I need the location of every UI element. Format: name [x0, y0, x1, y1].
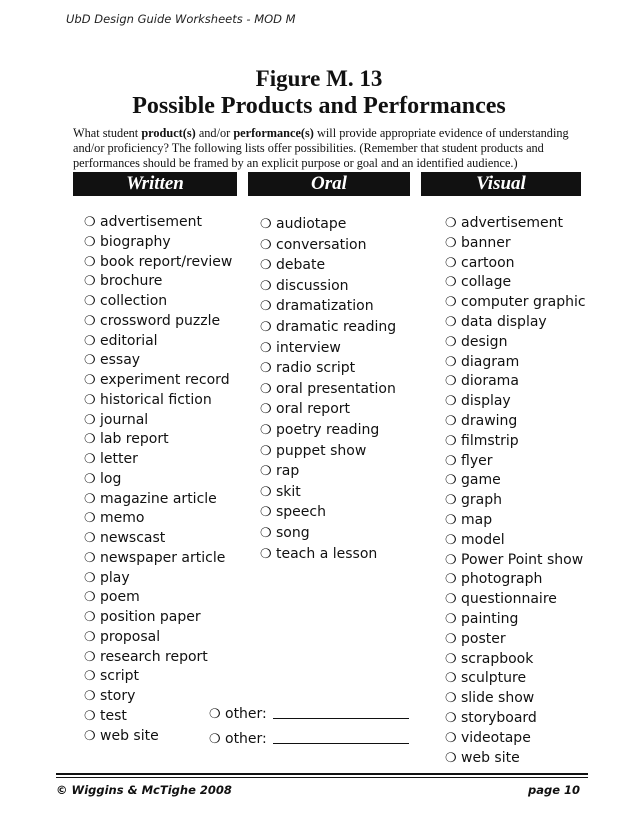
list-item-label: book report/review — [100, 253, 233, 270]
checkbox-circle-icon[interactable]: ❍ — [84, 590, 96, 606]
list-item — [84, 312, 232, 332]
checkbox-circle-icon[interactable]: ❍ — [84, 274, 96, 290]
list-item — [445, 551, 586, 571]
list-item — [445, 471, 586, 491]
list-item — [445, 590, 586, 610]
checkbox-circle-icon[interactable]: ❍ — [84, 313, 96, 329]
checkbox-circle-icon[interactable]: ❍ — [445, 512, 457, 528]
checkbox-circle-icon[interactable]: ❍ — [260, 546, 272, 562]
list-item — [445, 570, 586, 590]
checkbox-circle-icon[interactable]: ❍ — [445, 572, 457, 588]
checkbox-circle-icon[interactable]: ❍ — [84, 610, 96, 625]
list-item-label: audiotape — [276, 216, 347, 232]
other-blank-field[interactable] — [273, 729, 409, 744]
list-item — [445, 729, 586, 749]
list-item-label: discussion — [276, 277, 349, 294]
checkbox-circle-icon[interactable]: ❍ — [84, 373, 96, 388]
list-item-label: oral presentation — [276, 380, 396, 397]
list-item — [445, 254, 586, 274]
checkbox-circle-icon[interactable]: ❍ — [260, 443, 272, 459]
list-item-label: newspaper article — [100, 549, 226, 566]
column-header-written: Written — [73, 172, 237, 196]
list-item — [445, 333, 586, 353]
other-label: other: — [225, 731, 267, 747]
checkbox-circle-icon[interactable]: ❍ — [260, 464, 272, 480]
list-item-label: oral report — [276, 401, 350, 418]
list-item-label: teach a lesson — [276, 545, 378, 562]
checkbox-circle-icon[interactable]: ❍ — [260, 278, 272, 294]
list-item-label: Power Point show — [461, 551, 584, 568]
list-item — [445, 511, 586, 531]
list-item-label: experiment record — [100, 372, 230, 388]
list-item — [260, 523, 396, 544]
list-item — [84, 450, 232, 470]
list-item — [84, 391, 232, 411]
list-item — [260, 255, 396, 276]
checkbox-circle-icon[interactable]: ❍ — [84, 491, 96, 507]
checkbox-circle-icon[interactable]: ❍ — [445, 611, 457, 627]
column-header-oral: Oral — [248, 172, 410, 196]
oral-list — [260, 214, 396, 564]
list-item-label: storyboard — [461, 709, 537, 726]
list-item-label: brochure — [100, 273, 163, 290]
list-item-label: painting — [461, 610, 519, 627]
list-item-label: biography — [100, 233, 171, 250]
list-item-label: log — [100, 470, 122, 487]
checkbox-circle-icon[interactable]: ❍ — [445, 750, 457, 766]
list-item — [260, 296, 396, 317]
checkbox-circle-icon[interactable]: ❍ — [445, 216, 457, 231]
footer-copyright: © Wiggins & McTighe 2008 — [56, 783, 232, 797]
list-item — [84, 411, 232, 431]
checkbox-circle-icon[interactable]: ❍ — [445, 453, 457, 469]
intro-bold-products: product(s) — [141, 126, 196, 140]
checkbox-circle-icon[interactable]: ❍ — [84, 511, 96, 527]
list-item-label: advertisement — [461, 215, 564, 231]
list-item-label: editorial — [100, 332, 158, 349]
checkbox-circle-icon[interactable]: ❍ — [84, 649, 96, 665]
checkbox-circle-icon[interactable]: ❍ — [84, 452, 96, 467]
checkbox-circle-icon[interactable]: ❍ — [260, 484, 272, 500]
list-item-label: essay — [100, 352, 141, 369]
checkbox-circle-icon[interactable]: ❍ — [445, 334, 457, 350]
list-item — [445, 273, 586, 293]
list-item-label: collage — [461, 274, 512, 291]
list-item — [260, 399, 396, 420]
list-item — [445, 432, 586, 452]
list-item — [84, 430, 232, 450]
list-item — [84, 529, 232, 549]
checkbox-circle-icon[interactable]: ❍ — [445, 413, 457, 429]
list-item — [260, 502, 396, 523]
checkbox-circle-icon[interactable]: ❍ — [445, 651, 457, 667]
list-item-label: dramatization — [276, 298, 374, 315]
checkbox-circle-icon[interactable]: ❍ — [445, 433, 457, 449]
list-item-label: song — [276, 524, 310, 541]
list-item-label: sculpture — [461, 670, 527, 687]
list-item-label: design — [461, 333, 508, 350]
list-item — [84, 628, 232, 648]
list-item-label: poem — [100, 589, 140, 606]
list-item — [260, 358, 396, 379]
checkbox-circle-icon[interactable]: ❍ — [445, 275, 457, 291]
list-item-label: game — [461, 472, 501, 489]
list-item — [260, 482, 396, 503]
list-item-label: newscast — [100, 530, 166, 546]
list-item — [84, 253, 232, 273]
footer-rule — [56, 773, 588, 775]
list-item-label: poster — [461, 630, 506, 647]
list-item-label: web site — [461, 749, 520, 766]
list-item-label: drawing — [461, 412, 518, 429]
list-item-label: journal — [100, 411, 149, 428]
checkbox-circle-icon[interactable]: ❍ — [260, 319, 272, 335]
list-item — [445, 650, 586, 670]
list-item-label: model — [461, 531, 505, 548]
list-item-label: story — [100, 688, 136, 704]
list-item-label: interview — [276, 339, 341, 356]
list-item-label: speech — [276, 504, 326, 521]
checkbox-circle-icon[interactable]: ❍ — [445, 552, 457, 568]
list-item — [84, 588, 232, 608]
checkbox-circle-icon[interactable]: ❍ — [445, 473, 457, 489]
checkbox-circle-icon[interactable]: ❍ — [260, 381, 272, 397]
running-head: UbD Design Guide Worksheets - MOD M — [66, 12, 296, 26]
checkbox-circle-icon[interactable]: ❍ — [445, 394, 457, 410]
list-item — [445, 234, 586, 254]
list-item — [445, 293, 586, 313]
list-item — [260, 214, 396, 235]
checkbox-circle-icon[interactable]: ❍ — [260, 525, 272, 541]
checkbox-circle-icon[interactable]: ❍ — [84, 432, 96, 448]
checkbox-circle-icon[interactable]: ❍ — [445, 235, 457, 251]
checkbox-circle-icon[interactable]: ❍ — [445, 255, 457, 271]
list-item-label: banner — [461, 234, 511, 251]
list-item-label: data display — [461, 313, 547, 330]
list-item-label: web site — [100, 727, 159, 744]
list-item-label: slide show — [461, 690, 535, 707]
checkbox-circle-icon[interactable]: ❍ — [445, 730, 457, 746]
list-item-label: proposal — [100, 628, 161, 645]
list-item-label: filmstrip — [461, 432, 519, 449]
list-item-label: dramatic reading — [276, 318, 397, 335]
checkbox-circle-icon[interactable]: ❍ — [260, 258, 272, 274]
list-item-label: scrapbook — [461, 650, 534, 667]
list-item — [445, 353, 586, 373]
list-item — [260, 461, 396, 482]
checkbox-circle-icon[interactable]: ❍ — [84, 570, 96, 586]
list-item-label: puppet show — [276, 442, 367, 459]
checkbox-circle-icon[interactable]: ❍ — [84, 669, 96, 685]
figure-title: Figure M. 13 — [255, 66, 383, 91]
list-item — [84, 608, 232, 628]
list-item-label: memo — [100, 510, 145, 527]
list-item — [84, 667, 232, 687]
list-item-label: research report — [100, 648, 208, 665]
list-item — [445, 452, 586, 472]
list-item — [84, 272, 232, 292]
list-item — [260, 379, 396, 400]
list-item-label: position paper — [100, 609, 201, 625]
checkbox-circle-icon[interactable]: ❍ — [260, 340, 272, 356]
list-item — [445, 214, 586, 234]
checkbox-circle-icon[interactable]: ❍ — [260, 299, 272, 315]
intro-text: What student — [73, 126, 142, 140]
list-item — [260, 544, 396, 565]
list-item — [445, 669, 586, 689]
checkbox-circle-icon[interactable]: ❍ — [260, 422, 272, 438]
list-item-label: computer graphic — [461, 294, 586, 311]
list-item-label: crossword puzzle — [100, 312, 221, 329]
list-item-label: script — [100, 668, 140, 685]
checkbox-circle-icon[interactable]: ❍ — [260, 217, 272, 232]
list-item — [445, 491, 586, 511]
checkbox-circle-icon[interactable]: ❍ — [445, 631, 457, 647]
list-item — [260, 441, 396, 462]
list-item — [445, 531, 586, 551]
list-item — [445, 412, 586, 432]
list-item-label: debate — [276, 257, 326, 274]
footer-rule — [56, 777, 588, 778]
checkbox-circle-icon[interactable]: ❍ — [84, 215, 96, 230]
other-line — [209, 729, 409, 747]
list-item-label: poetry reading — [276, 421, 380, 438]
list-item-label: radio script — [276, 360, 356, 377]
list-item — [260, 338, 396, 359]
checkbox-circle-icon[interactable]: ❍ — [84, 531, 96, 546]
list-item-label: magazine article — [100, 490, 217, 507]
list-item — [84, 648, 232, 668]
footer-page-number: page 10 — [527, 783, 580, 797]
written-list — [84, 213, 232, 746]
list-item-label: diorama — [461, 373, 519, 390]
list-item-label: graph — [461, 492, 502, 509]
checkbox-circle-icon[interactable]: ❍ — [445, 295, 457, 311]
list-item-label: cartoon — [461, 254, 515, 271]
list-item — [445, 749, 586, 769]
checkbox-circle-icon[interactable]: ❍ — [84, 392, 96, 408]
checkbox-circle-icon[interactable]: ❍ — [260, 402, 272, 418]
list-item-label: display — [461, 393, 511, 410]
checkbox-circle-icon[interactable]: ❍ — [84, 353, 96, 369]
list-item-label: conversation — [276, 236, 367, 253]
list-item — [445, 610, 586, 630]
intro-text: will provide appropriate evidence of understanding and/or proficiency? The following lists offer possibilities. (Remember that student products and performances should be framed by an explicit purpose or goal and an identified audience.) — [73, 126, 569, 170]
checkbox-circle-icon[interactable]: ❍ — [84, 294, 96, 309]
checkbox-circle-icon[interactable]: ❍ — [445, 354, 457, 370]
list-item — [260, 317, 396, 338]
intro-text: and/or — [195, 126, 234, 140]
checkbox-circle-icon[interactable]: ❍ — [445, 710, 457, 726]
list-item — [84, 351, 232, 371]
list-item-label: letter — [100, 451, 138, 467]
checkbox-circle-icon[interactable]: ❍ — [445, 532, 457, 548]
visual-list — [445, 214, 586, 768]
list-item-label: collection — [100, 293, 168, 309]
checkbox-circle-icon[interactable]: ❍ — [445, 314, 457, 330]
checkbox-circle-icon[interactable]: ❍ — [84, 629, 96, 645]
checkbox-circle-icon[interactable]: ❍ — [84, 728, 96, 744]
checkbox-circle-icon[interactable]: ❍ — [260, 361, 272, 377]
checkbox-circle-icon[interactable]: ❍ — [84, 689, 96, 704]
list-item-label: map — [461, 511, 493, 528]
checkbox-circle-icon[interactable]: ❍ — [445, 374, 457, 390]
list-item — [260, 235, 396, 256]
list-item — [260, 276, 396, 297]
checkbox-circle-icon[interactable]: ❍ — [260, 237, 272, 253]
list-item — [445, 689, 586, 709]
checkbox-circle-icon[interactable]: ❍ — [84, 254, 96, 270]
list-item — [84, 569, 232, 589]
list-item-label: skit — [276, 483, 301, 500]
other-line — [209, 704, 409, 722]
checkbox-circle-icon[interactable]: ❍ — [84, 708, 96, 724]
checkbox-circle-icon[interactable]: ❍ — [84, 550, 96, 566]
list-item — [84, 509, 232, 529]
checkbox-circle-icon[interactable]: ❍ — [209, 732, 221, 747]
list-item — [445, 392, 586, 412]
checkbox-circle-icon[interactable]: ❍ — [445, 671, 457, 687]
list-item — [84, 332, 232, 352]
list-item-label: lab report — [100, 431, 169, 448]
list-item-label: flyer — [461, 452, 493, 469]
checkbox-circle-icon[interactable]: ❍ — [84, 412, 96, 428]
checkbox-circle-icon[interactable]: ❍ — [84, 471, 96, 487]
list-item — [84, 292, 232, 312]
list-item — [84, 233, 232, 253]
checkbox-circle-icon[interactable]: ❍ — [445, 493, 457, 509]
checkbox-circle-icon[interactable]: ❍ — [84, 234, 96, 250]
list-item-label: questionnaire — [461, 591, 557, 608]
list-item-label: test — [100, 707, 127, 724]
list-item — [445, 313, 586, 333]
figure-subtitle: Possible Products and Performances — [132, 93, 506, 119]
checkbox-circle-icon[interactable]: ❍ — [260, 505, 272, 521]
column-header-visual: Visual — [421, 172, 581, 196]
list-item — [84, 371, 232, 391]
list-item-label: historical fiction — [100, 391, 212, 408]
checkbox-circle-icon[interactable]: ❍ — [84, 333, 96, 349]
list-item-label: rap — [276, 463, 300, 480]
checkbox-circle-icon[interactable]: ❍ — [209, 707, 221, 722]
list-item-label: photograph — [461, 571, 543, 588]
list-item — [84, 549, 232, 569]
other-label: other: — [225, 706, 267, 722]
list-item — [84, 213, 232, 233]
list-item — [84, 470, 232, 490]
list-item — [84, 490, 232, 510]
checkbox-circle-icon[interactable]: ❍ — [445, 691, 457, 707]
list-item — [260, 420, 396, 441]
list-item-label: advertisement — [100, 214, 203, 230]
list-item — [445, 709, 586, 729]
list-item-label: diagram — [461, 353, 520, 370]
list-item — [445, 372, 586, 392]
list-item-label: videotape — [461, 729, 531, 746]
list-item — [445, 630, 586, 650]
intro-paragraph — [73, 126, 593, 171]
list-item-label: play — [100, 569, 130, 586]
checkbox-circle-icon[interactable]: ❍ — [445, 592, 457, 608]
other-blank-field[interactable] — [273, 704, 409, 719]
intro-bold-performances: performance(s) — [233, 126, 314, 140]
